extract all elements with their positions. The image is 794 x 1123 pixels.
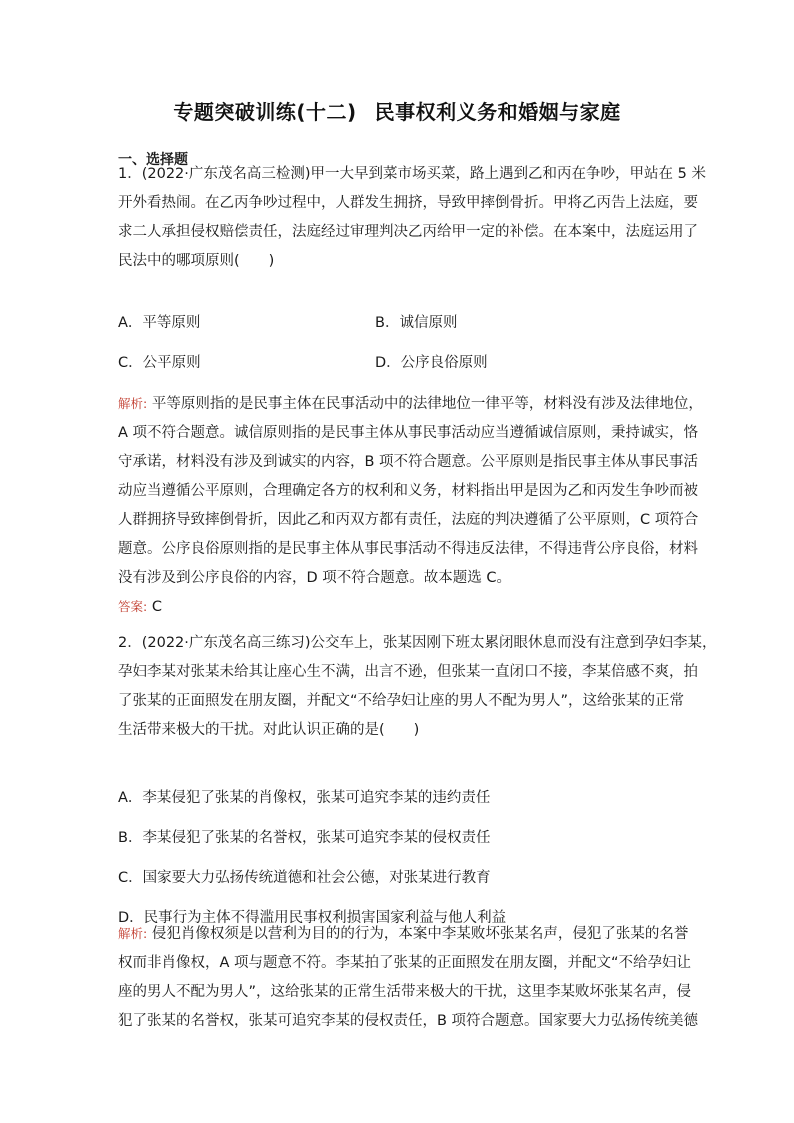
q1-line: 民法中的哪项原则( ) [118,253,275,269]
q2-line: 2．(2022·广东茂名高三练习)公交车上，张某因刚下班太累闭眼休息而没有注意到孕妇李某， [118,635,717,651]
analysis-line: 解析: 侵犯肖像权须是以营利为目的的行为，本案中李某败坏张某名声，侵犯了张某的名誉 [118,926,689,942]
analysis-line: 动应当遵循公平原则，合理确定各方的权利和义务，材料指出甲是因为乙和丙发生争吵而被 [118,483,698,499]
analysis-line: A 项不符合题意。诚信原则指的是民事主体从事民事活动应当遵循诚信原则，秉持诚实，恪 [118,425,699,441]
analysis-label: 解析: [118,926,148,941]
q1-analysis [118,389,703,593]
analysis-line: 座的男人不配为男人”，这给张某的正常生活带来极大的干扰，这里李某败坏张某名声，侵 [118,984,692,1000]
question-1-stem [118,160,706,276]
section-heading: 一、选择题 [118,152,188,168]
analysis-line: 没有涉及到公序良俗的内容，D 项不符合题意。故本题选 C。 [118,570,512,586]
q1-option-c: C．公平原则 [118,355,201,371]
question-2-stem [118,629,717,745]
analysis-line: 守承诺，材料没有涉及到诚实的内容，B 项不符合题意。公平原则是指民事主体从事民事活 [118,454,699,470]
analysis-line: 人群拥挤导致摔倒骨折，因此乙和丙双方都有责任，法庭的判决遵循了公平原则，C 项符合 [118,512,699,528]
q1-line: 开外看热闹。在乙丙争吵过程中，人群发生拥挤，导致甲摔倒骨折。甲将乙丙告上法庭，要 [118,195,698,211]
analysis-line: 权而非肖像权，A 项与题意不符。李某拍了张某的正面照发在朋友圈，并配文“不给孕妇让 [118,955,692,971]
analysis-line: 犯了张某的名誉权，张某可追究李某的侵权责任，B 项符合题意。国家要大力弘扬传统美德 [118,1013,699,1029]
answer-value: C [151,599,162,615]
q1-line: 求二人承担侵权赔偿责任，法庭经过审理判决乙丙给甲一定的补偿。在本案中，法庭运用了 [118,224,698,240]
q2-option-a: A．李某侵犯了张某的肖像权，张某可追究李某的违约责任 [118,790,491,806]
title-main: 专题突破训练(十二) [173,100,357,124]
q1-option-a: A．平等原则 [118,315,201,331]
analysis-line: 解析: 平等原则指的是民事主体在民事活动中的法律地位一律平等，材料没有涉及法律地位， [118,396,703,412]
q2-line: 了张某的正面照发在朋友圈，并配文“不给孕妇让座的男人不配为男人”，这给张某的正常 [118,693,685,709]
q2-line: 生活带来极大的干扰。对此认识正确的是( ) [118,722,420,738]
q1-option-b: B．诚信原则 [375,315,458,331]
q2-option-c: C．国家要大力弘扬传统道德和社会公德，对张某进行教育 [118,870,491,886]
analysis-line: 题意。公序良俗原则指的是民事主体从事民事活动不得违反法律，不得违背公序良俗，材料 [118,541,698,557]
answer-label: 答案: [118,599,148,614]
q1-option-d: D．公序良俗原则 [375,355,488,371]
title-sub: 民事权利义务和婚姻与家庭 [374,100,621,124]
page-title [0,98,794,126]
q1-answer [118,597,162,617]
q2-option-d: D．民事行为主体不得滥用民事权利损害国家利益与他人利益 [118,910,507,926]
q2-analysis [118,919,699,1036]
q2-option-b: B．李某侵犯了张某的名誉权，张某可追究李某的侵权责任 [118,830,491,846]
analysis-label: 解析: [118,396,148,411]
q1-line: 1．(2022·广东茂名高三检测)甲一大早到菜市场买菜，路上遇到乙和丙在争吵，甲站在 5 米 [118,166,706,182]
q2-line: 孕妇李某对张某未给其让座心生不满，出言不逊，但张某一直闭口不接，李某倍感不爽，拍 [118,664,698,680]
